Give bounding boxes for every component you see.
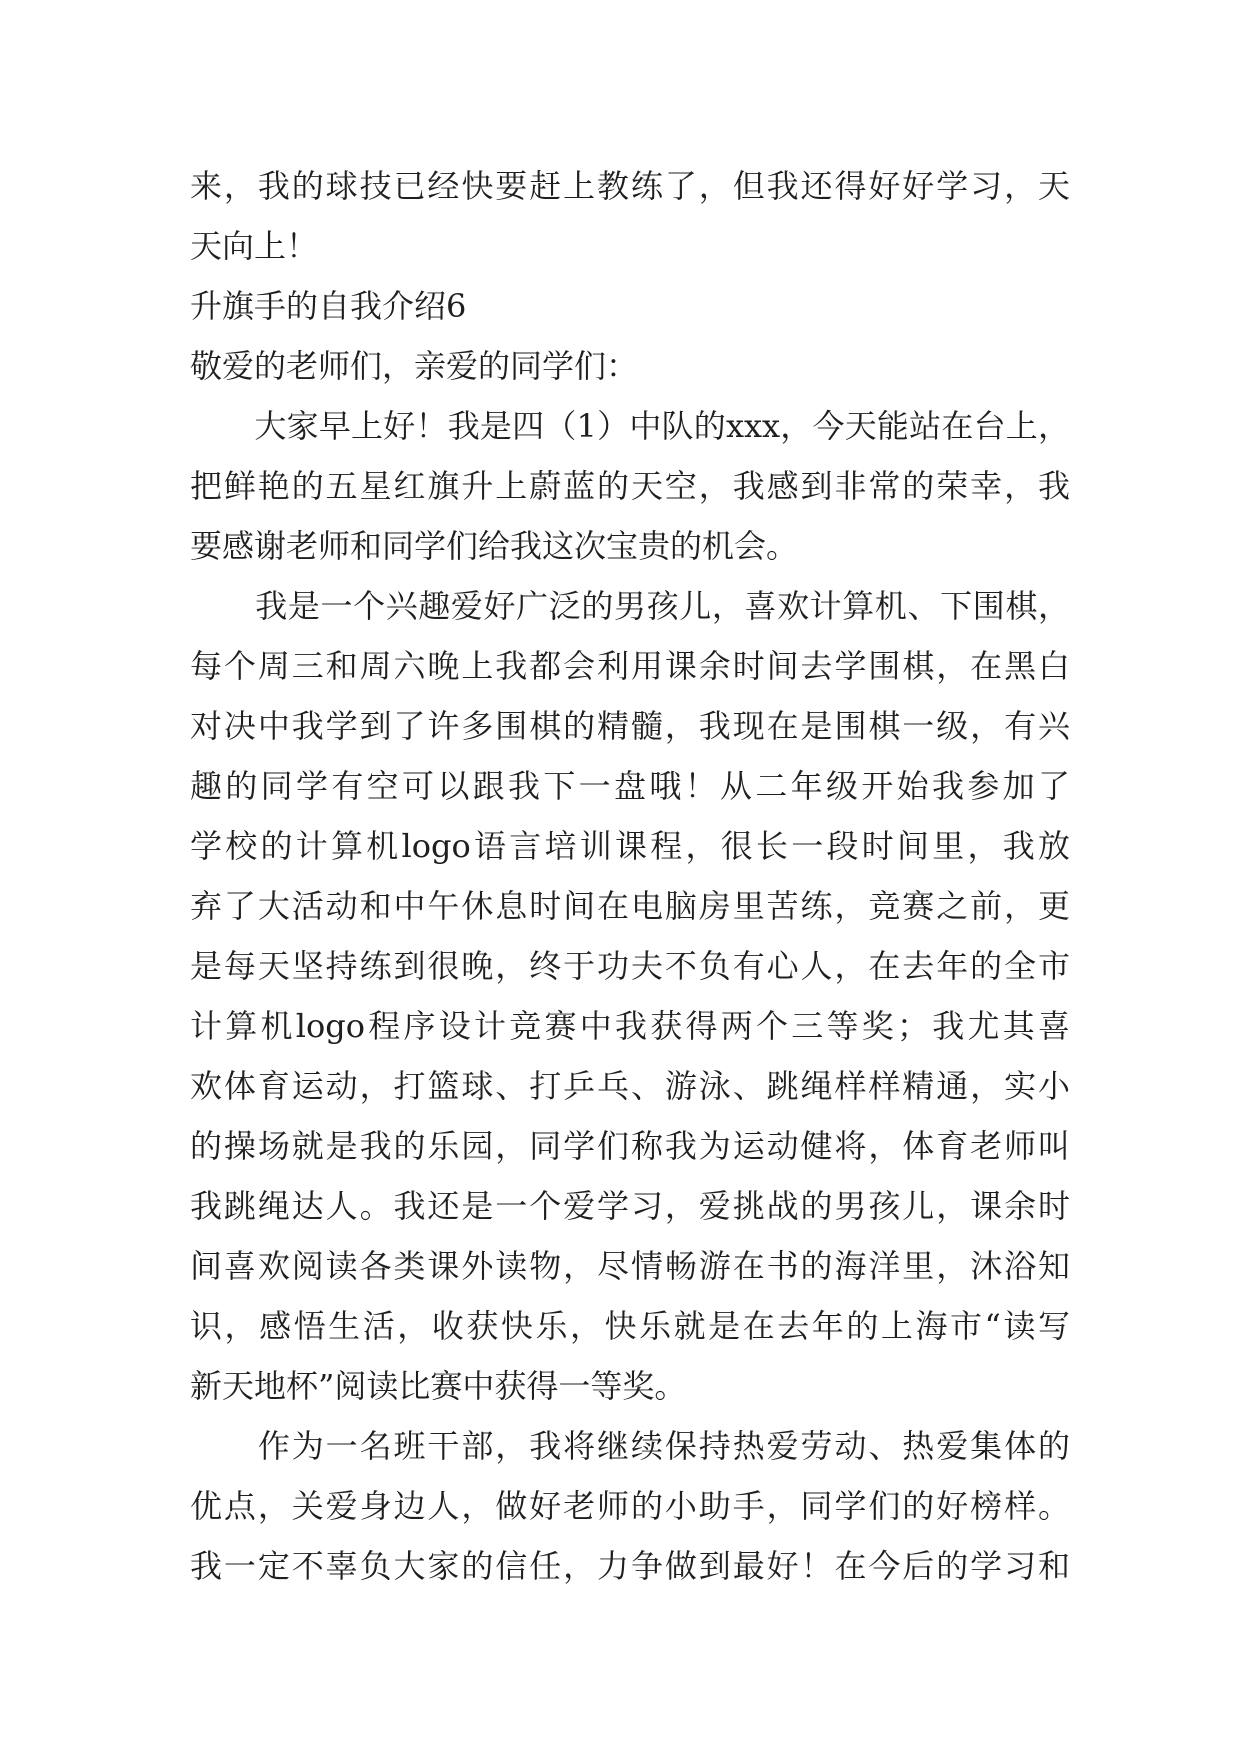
text-line: 把鲜艳的五星红旗升上蔚蓝的天空，我感到非常的荣幸，我 [190,467,1070,505]
text-line: 大家早上好！我是四（1）中队的xxx，今天能站在台上， [190,407,1070,445]
text-line: 弃了大活动和中午休息时间在电脑房里苦练，竞赛之前，更 [190,887,1070,925]
text-line: 计算机logo程序设计竞赛中我获得两个三等奖；我尤其喜 [190,1007,1070,1045]
text-line: 要感谢老师和同学们给我这次宝贵的机会。 [190,527,799,565]
text-line: 作为一名班干部，我将继续保持热爱劳动、热爱集体的 [190,1427,1070,1465]
text-line: 来，我的球技已经快要赶上教练了，但我还得好好学习，天 [190,167,1070,205]
text-line: 我跳绳达人。我还是一个爱学习，爱挑战的男孩儿，课余时 [190,1187,1070,1225]
section-heading: 升旗手的自我介绍6 [190,287,467,325]
text-line: 欢体育运动，打篮球、打乒乓、游泳、跳绳样样精通，实小 [190,1067,1070,1105]
text-line: 是每天坚持练到很晚，终于功夫不负有心人，在去年的全市 [190,947,1070,985]
salutation: 敬爱的老师们，亲爱的同学们： [190,347,639,385]
text-line: 优点，关爱身边人，做好老师的小助手，同学们的好榜样。 [190,1487,1070,1525]
text-line: 学校的计算机logo语言培训课程，很长一段时间里，我放 [190,827,1070,865]
text-line: 新天地杯”阅读比赛中获得一等奖。 [190,1367,687,1405]
text-line: 每个周三和周六晚上我都会利用课余时间去学围棋，在黑白 [190,647,1070,685]
text-line: 的操场就是我的乐园，同学们称我为运动健将，体育老师叫 [190,1127,1070,1165]
text-line: 对决中我学到了许多围棋的精髓，我现在是围棋一级，有兴 [190,707,1070,745]
text-line: 天向上！ [190,227,319,265]
text-line: 识，感悟生活，收获快乐，快乐就是在去年的上海市“读写 [190,1307,1070,1345]
text-line: 我一定不辜负大家的信任，力争做到最好！在今后的学习和 [190,1547,1070,1585]
text-line: 间喜欢阅读各类课外读物，尽情畅游在书的海洋里，沐浴知 [190,1247,1070,1285]
text-line: 趣的同学有空可以跟我下一盘哦！从二年级开始我参加了 [190,767,1070,805]
text-line: 我是一个兴趣爱好广泛的男孩儿，喜欢计算机、下围棋， [190,587,1070,625]
